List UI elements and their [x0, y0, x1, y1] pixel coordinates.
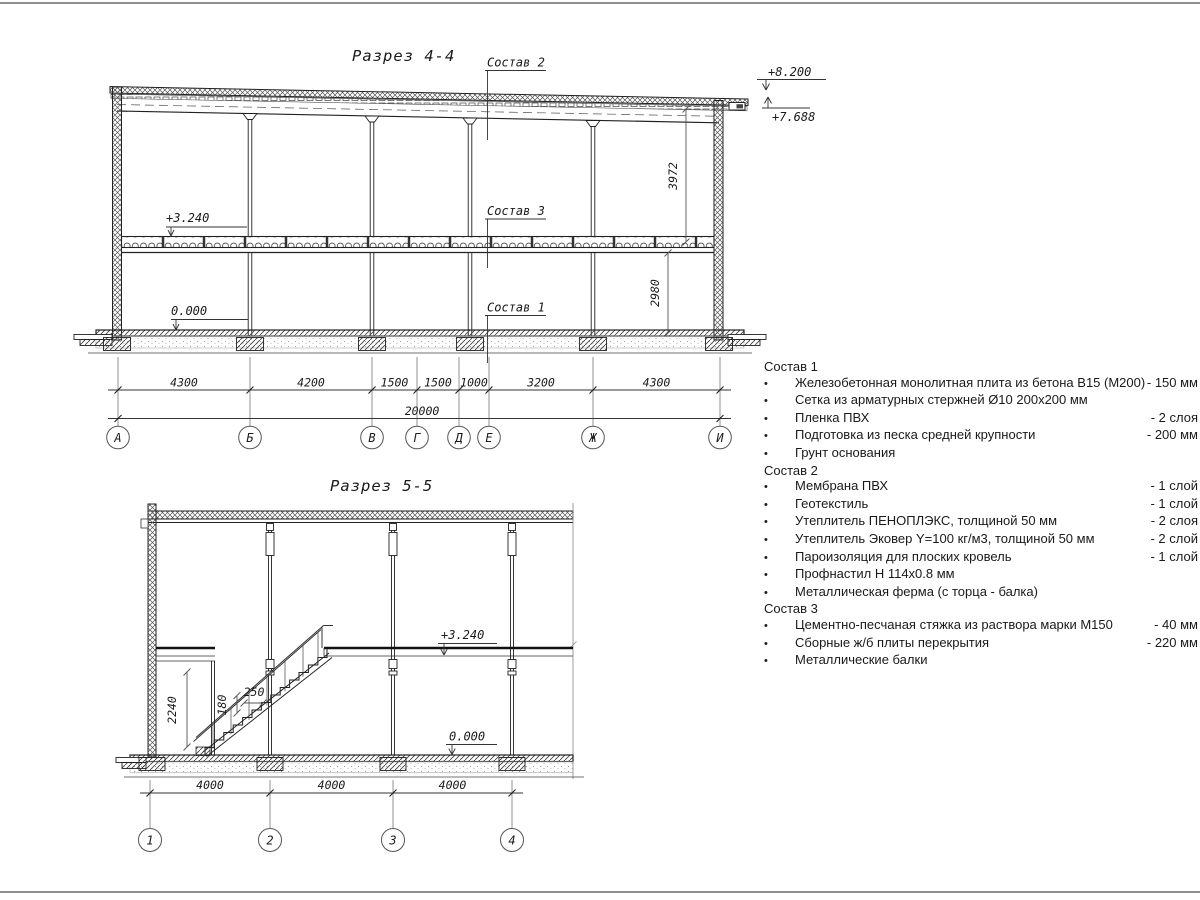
section-5-5-title: Разрез 5-5 — [330, 477, 434, 495]
bullet-icon: • — [764, 412, 768, 425]
foundation-pad — [359, 338, 386, 351]
dimension-value: 4200 — [297, 375, 325, 390]
bullet-icon: • — [764, 516, 768, 529]
material-label: Цементно-песчаная стяжка из раствора марки М150 — [795, 616, 1113, 632]
column-collar — [389, 671, 397, 675]
dimension-chain-4-4 — [108, 357, 731, 426]
grid-line-right — [570, 503, 577, 779]
roof-band — [148, 511, 573, 519]
dimension-value: 4300 — [642, 375, 671, 390]
material-label: Утеплитель Эковер Y=100 кг/м3, толщиной 50 мм — [795, 530, 1095, 546]
dimension-value: 4000 — [317, 778, 346, 792]
left-wall — [148, 504, 156, 757]
material-item — [756, 617, 1200, 635]
dimension-line — [665, 250, 672, 337]
material-item — [756, 392, 1200, 410]
material-label: Пароизоляция для плоских кровель — [795, 548, 1012, 564]
column-capital — [365, 116, 379, 122]
foundation-pad — [706, 338, 733, 351]
foundation-pad — [139, 758, 165, 771]
materials-panel — [756, 359, 1200, 670]
material-label: Подготовка из песка средней крупности — [795, 427, 1036, 443]
material-value: - 2 слоя — [1150, 513, 1198, 529]
material-label: Металлическая ферма (с торца - балка) — [795, 583, 1038, 599]
total-dimension-value: 20000 — [404, 404, 440, 418]
bullet-icon: • — [764, 619, 768, 632]
material-item — [756, 584, 1200, 602]
axis-label: В — [368, 431, 376, 445]
foundation-pad — [499, 758, 525, 771]
dimension-value: 1000 — [460, 375, 488, 390]
hollow-core-floor-slab — [122, 237, 715, 248]
bullet-icon: • — [764, 377, 768, 390]
material-item — [756, 513, 1200, 531]
dimension-value: 180 — [215, 694, 229, 716]
material-label: Сборные ж/б плиты перекрытия — [795, 634, 990, 650]
material-value: - 1 слой — [1150, 478, 1198, 494]
bullet-icon: • — [764, 533, 768, 546]
section-5-5 — [116, 477, 584, 852]
material-value: - 1 слой — [1150, 495, 1198, 511]
column-head-plate — [509, 524, 516, 531]
sand-bedding — [96, 336, 744, 348]
axis-label: 3 — [389, 833, 397, 848]
axis-bubbles-5-5 — [139, 829, 524, 852]
dimension-value: 3972 — [666, 162, 680, 190]
stair-dimension-180 — [215, 692, 241, 717]
material-value: - 2 слоя — [1150, 409, 1198, 425]
wall-bracket — [141, 519, 148, 528]
bullet-icon: • — [764, 551, 768, 564]
stair-dimension-2240 — [165, 669, 191, 751]
dimension-line — [184, 669, 191, 751]
material-item — [756, 478, 1200, 496]
floor-underside-left — [156, 656, 215, 661]
dimension-value: 4000 — [438, 778, 467, 792]
material-item — [756, 549, 1200, 567]
bullet-icon: • — [764, 395, 768, 408]
callout-label: Состав 2 — [487, 55, 545, 70]
elevation-mark-ground — [171, 304, 248, 330]
material-item — [756, 566, 1200, 584]
material-item — [756, 531, 1200, 549]
section-4-4 — [74, 47, 826, 449]
material-label: Профнастил Н 114х0.8 мм — [795, 566, 955, 582]
elevation-mark-ground — [446, 730, 497, 755]
column-splice — [508, 533, 516, 556]
foundation-pad — [104, 338, 131, 351]
axis-label: Г — [413, 431, 421, 445]
roof-bottom-chord — [117, 111, 719, 123]
material-label: Сетка из арматурных стержней Ø10 200x200 мм — [795, 392, 1088, 408]
axis-label: Б — [246, 431, 254, 445]
material-value: - 150 мм — [1146, 374, 1198, 390]
callout-label: Состав 1 — [487, 300, 545, 315]
column-collar — [508, 660, 516, 669]
material-item — [756, 410, 1200, 428]
axis-label: А — [114, 431, 122, 445]
elevation-arrow-icon — [757, 80, 826, 91]
axis-label: Е — [485, 431, 493, 445]
material-label: Грунт основания — [795, 444, 896, 460]
bullet-icon: • — [764, 637, 768, 650]
elevation-mark-truss — [762, 97, 815, 124]
handrail-balusters — [213, 632, 318, 749]
material-value: - 200 мм — [1146, 427, 1198, 443]
bullet-icon: • — [764, 569, 768, 582]
dimension-value: 250 — [243, 685, 265, 699]
column-head-plate — [267, 524, 274, 531]
foundation-pad — [257, 758, 283, 771]
ground-columns — [248, 253, 595, 337]
vertical-dimension-3972 — [666, 106, 690, 246]
callout-label: Состав 3 — [487, 204, 545, 218]
left-wall — [113, 87, 122, 340]
elevation-value: 0.000 — [171, 304, 208, 318]
bullet-icon: • — [764, 481, 768, 494]
material-label: Мембрана ПВХ — [795, 478, 889, 494]
axis-label: Д — [455, 431, 463, 445]
materials-group-title: Состав 2 — [764, 462, 818, 478]
bullet-icon: • — [764, 655, 768, 668]
elevation-arrow-icon — [166, 227, 247, 236]
dimension-value: 1500 — [380, 375, 409, 390]
bullet-icon: • — [764, 447, 768, 460]
elevation-arrow-icon — [171, 320, 248, 331]
axis-label: 4 — [508, 833, 516, 848]
dimension-value: 2980 — [648, 279, 662, 307]
dimension-value: 3200 — [527, 375, 555, 390]
dimension-line — [683, 106, 690, 246]
elevation-arrow-icon — [446, 745, 497, 755]
ground-slab-topping — [96, 330, 744, 336]
column-collar — [508, 671, 516, 675]
stair-dimension-250 — [241, 685, 267, 707]
elevation-mark-floor — [166, 211, 247, 236]
vertical-dimension-2980 — [648, 250, 672, 337]
materials-group-title: Состав 1 — [764, 359, 818, 374]
dimension-value: 4000 — [196, 778, 224, 792]
material-value: - 2 слой — [1150, 530, 1198, 546]
stair-base-block — [196, 747, 210, 756]
material-value: - 40 мм — [1154, 616, 1198, 632]
column-collar — [389, 660, 397, 669]
dimension-value: 4300 — [170, 375, 198, 390]
material-label: Геотекстиль — [795, 495, 869, 511]
material-item — [756, 445, 1200, 463]
elevation-value: +3.240 — [166, 211, 210, 225]
material-label: Металлические балки — [795, 652, 928, 668]
bullet-icon: • — [764, 430, 768, 443]
material-item — [756, 427, 1200, 445]
elevation-mark-floor — [438, 628, 497, 655]
axis-label: И — [716, 431, 724, 445]
column-capital — [586, 121, 600, 127]
material-item — [756, 375, 1200, 393]
axis-labels-4-4 — [113, 431, 724, 445]
material-value: - 220 мм — [1146, 634, 1198, 650]
elevation-value: +3.240 — [441, 628, 485, 642]
foundation-pad — [380, 758, 406, 771]
elevation-value: +7.688 — [772, 110, 816, 124]
material-label: Железобетонная монолитная плита из бетона В15 (М200) — [795, 374, 1146, 390]
column-capital — [243, 114, 257, 120]
elevation-value: 0.000 — [449, 729, 486, 744]
roof-edge-cap-core — [737, 104, 744, 108]
right-wall — [714, 101, 723, 341]
dimension-value: 1500 — [424, 375, 452, 390]
column-capital — [463, 118, 477, 124]
material-value: - 1 слой — [1150, 548, 1198, 564]
column-collar — [266, 660, 274, 669]
material-item — [756, 496, 1200, 514]
foundation-pad — [580, 338, 607, 351]
material-label: Утеплитель ПЕНОПЛЭКС, толщиной 50 мм — [795, 513, 1058, 529]
materials-group-title: Состав 3 — [764, 601, 818, 617]
foundation-pad — [457, 338, 484, 351]
column-splice — [389, 533, 397, 556]
axis-label: 2 — [266, 833, 274, 848]
elevation-value: +8.200 — [768, 65, 812, 79]
material-item — [756, 635, 1200, 653]
bullet-icon: • — [764, 586, 768, 599]
axis-label: Ж — [589, 431, 597, 445]
column-head-plate — [390, 524, 397, 531]
elevation-arrow-icon — [762, 97, 810, 108]
axis-label: 1 — [146, 833, 154, 848]
dimension-chain-5-5 — [140, 778, 523, 828]
material-item — [756, 652, 1200, 670]
material-label: Пленка ПВХ — [795, 409, 870, 425]
elevation-mark-roof-top — [757, 65, 826, 90]
bullet-icon: • — [764, 498, 768, 511]
right-entry-step — [728, 335, 766, 340]
foundation-pad — [237, 338, 264, 351]
section-4-4-title: Разрез 4-4 — [352, 47, 456, 65]
axis-labels-5-5 — [146, 834, 515, 848]
column-splice — [266, 533, 274, 556]
dimension-value: 2240 — [165, 696, 179, 724]
